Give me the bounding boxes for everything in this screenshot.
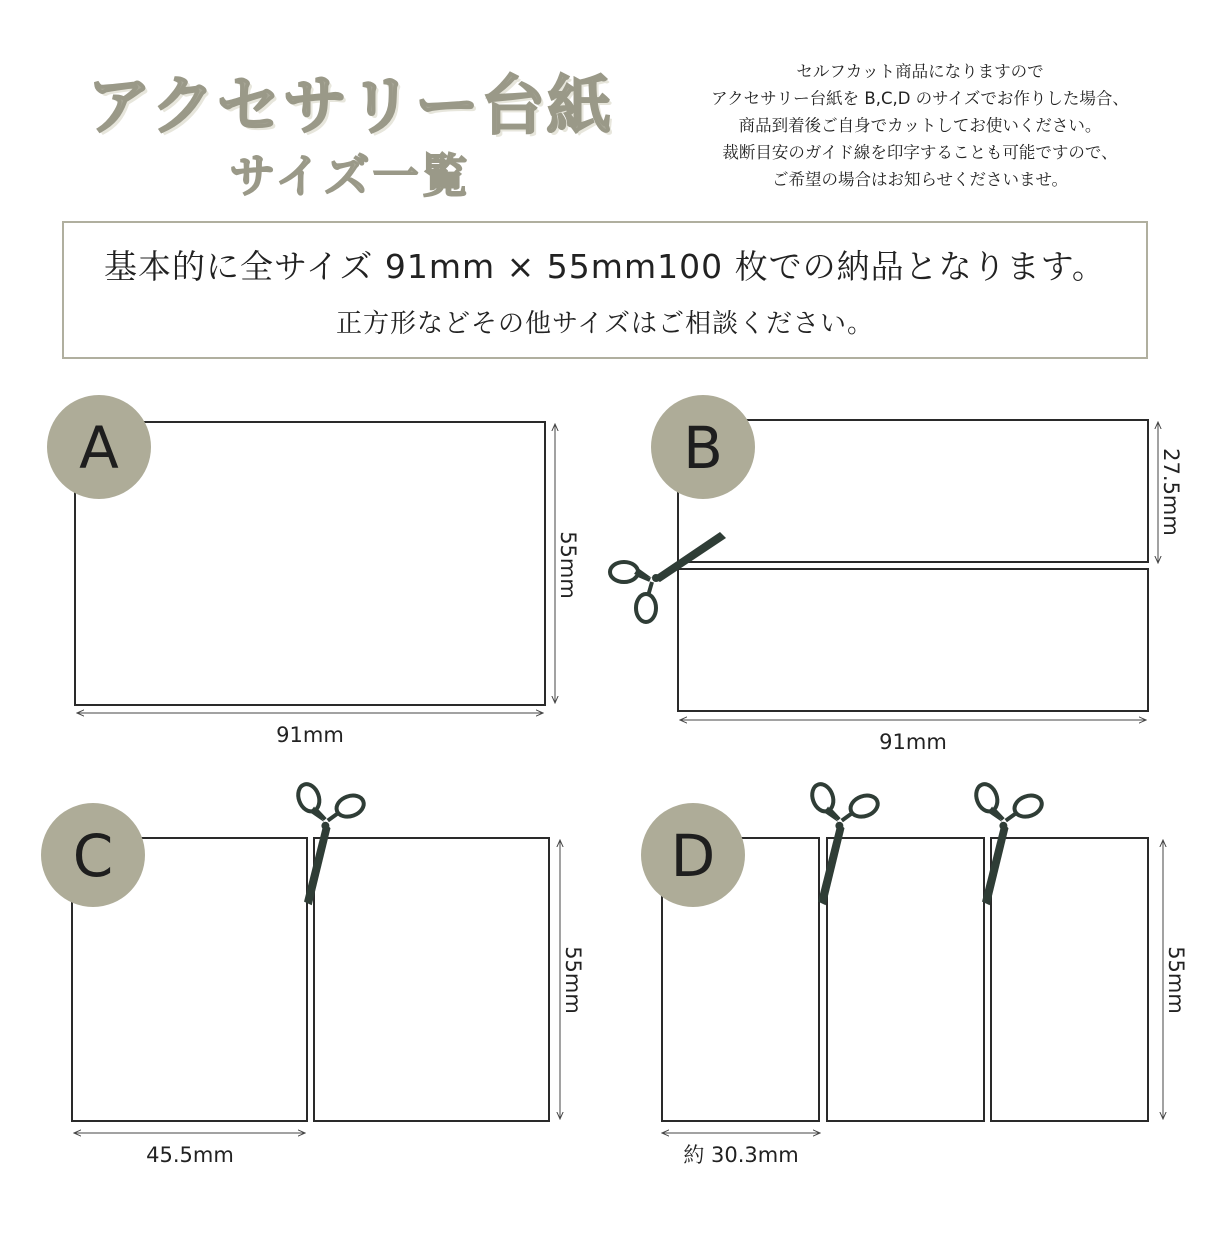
size-c-card-right: [314, 838, 549, 1121]
size-b-badge-label: B: [683, 414, 723, 482]
size-d-diagram: [641, 767, 1188, 1167]
size-a-badge-label: A: [79, 414, 119, 482]
notice-line: 裁断目安のガイド線を印字することも可能ですので、: [722, 143, 1118, 162]
size-a-height-label: 55mm: [556, 531, 580, 599]
size-a-diagram: [47, 395, 580, 747]
size-d-card-3: [991, 838, 1148, 1121]
size-a-width-label: 91mm: [276, 723, 344, 747]
size-c-diagram: [41, 767, 585, 1167]
size-c-width-label: 45.5mm: [146, 1143, 234, 1167]
page-subtitle: サイズ一覧: [229, 149, 471, 203]
size-d-badge-label: D: [670, 822, 716, 890]
notice-line: ご希望の場合はお知らせくださいませ。: [771, 170, 1068, 189]
info-main-text: 基本的に全サイズ 91mm × 55mm100 枚での納品となります。: [104, 247, 1106, 286]
page-title: アクセサリー台紙: [86, 70, 614, 144]
size-b-card-bottom: [678, 569, 1148, 711]
notice-line: アクセサリー台紙を B,C,D のサイズでお作りした場合、: [711, 89, 1129, 108]
notice-line: セルフカット商品になりますので: [796, 62, 1044, 81]
size-b-width-label: 91mm: [879, 730, 947, 754]
size-b-diagram: [610, 395, 1183, 754]
size-d-height-label: 55mm: [1164, 946, 1188, 1014]
size-c-badge-label: C: [72, 822, 114, 890]
size-d-card-2: [827, 838, 984, 1121]
info-sub-text: 正方形などその他サイズはご相談ください。: [336, 309, 874, 339]
notice-line: 商品到着後ご自身でカットしてお使いください。: [738, 116, 1102, 135]
size-d-width-label: 約 30.3mm: [683, 1143, 799, 1167]
size-b-height-label: 27.5mm: [1159, 448, 1183, 536]
size-c-height-label: 55mm: [561, 946, 585, 1014]
